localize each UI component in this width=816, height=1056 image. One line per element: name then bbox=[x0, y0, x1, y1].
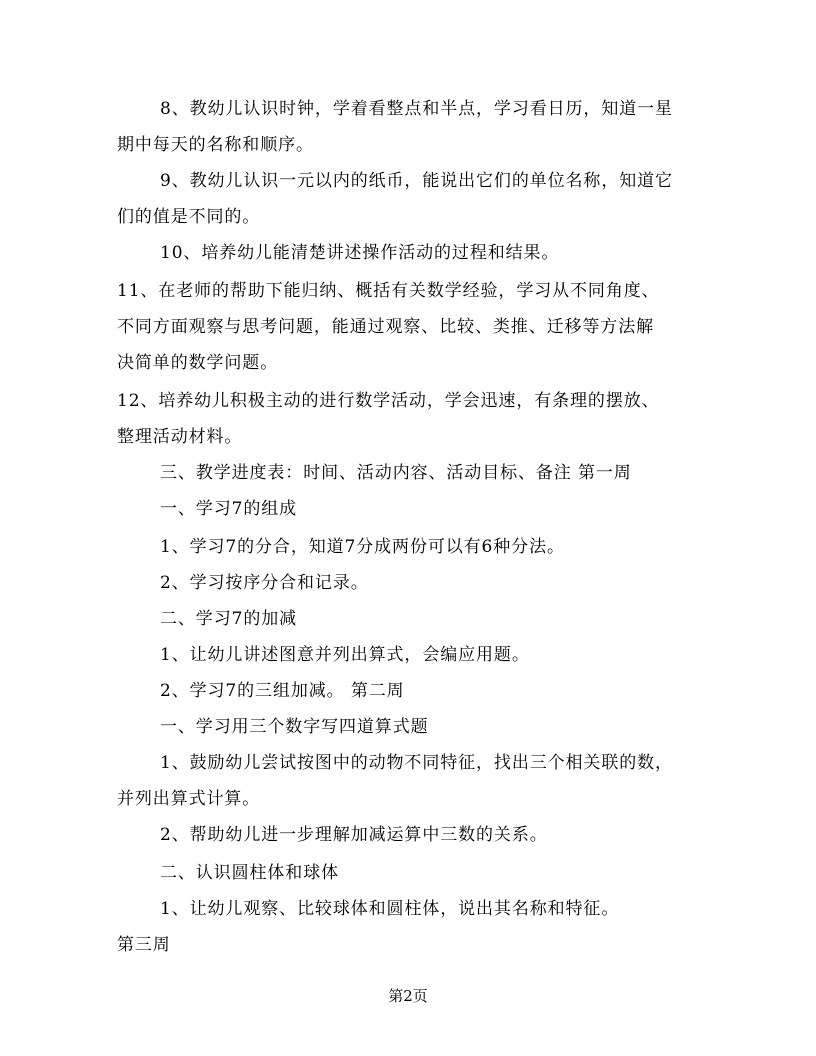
paragraph-item-10: 10、培养幼儿能清楚讲述操作活动的过程和结果。 bbox=[160, 243, 560, 263]
list-item: 2、学习7的三组加减。 第二周 bbox=[160, 681, 405, 701]
list-item: 1、让幼儿讲述图意并列出算式，会编应用题。 bbox=[160, 645, 530, 665]
list-item: 1、学习7的分合，知道7分成两份可以有6种分法。 bbox=[160, 537, 565, 557]
paragraph-item-12-line-2: 整理活动材料。 bbox=[117, 427, 243, 447]
paragraph-item-8-line-2: 期中每天的名称和顺序。 bbox=[117, 135, 314, 155]
topic-heading: 二、认识圆柱体和球体 bbox=[160, 863, 339, 883]
list-item: 1、让幼儿观察、比较球体和圆柱体，说出其名称和特征。 bbox=[160, 899, 620, 919]
list-item: 2、帮助幼儿进一步理解加减运算中三数的关系。 bbox=[160, 825, 548, 845]
topic-heading: 二、学习7的加减 bbox=[160, 609, 298, 629]
paragraph-item-11-line-3: 决简单的数学问题。 bbox=[117, 353, 279, 373]
paragraph-item-12-line-1: 12、培养幼儿积极主动的进行数学活动，学会迅速，有条理的摆放、 bbox=[117, 391, 660, 411]
paragraph-item-11-line-2: 不同方面观察与思考问题，能通过观察、比较、类推、迁移等方法解 bbox=[117, 317, 654, 337]
paragraph-item-9-line-2: 们的值是不同的。 bbox=[117, 207, 261, 227]
list-item: 1、鼓励幼儿尝试按图中的动物不同特征，找出三个相关联的数， bbox=[160, 753, 673, 773]
topic-heading: 一、学习7的组成 bbox=[160, 499, 298, 519]
topic-heading: 一、学习用三个数字写四道算式题 bbox=[160, 717, 429, 737]
paragraph-item-8-line-1: 8、教幼儿认识时钟，学着看整点和半点，学习看日历，知道一星 bbox=[160, 99, 673, 119]
paragraph-item-9-line-1: 9、教幼儿认识一元以内的纸币，能说出它们的单位名称，知道它 bbox=[160, 171, 673, 191]
list-item: 2、学习按序分合和记录。 bbox=[160, 573, 369, 593]
week-heading: 第三周 bbox=[117, 935, 171, 955]
page-number: 第2页 bbox=[388, 987, 428, 1005]
paragraph-item-11-line-1: 11、在老师的帮助下能归纳、概括有关数学经验，学习从不同角度、 bbox=[117, 281, 660, 301]
list-item-continuation: 并列出算式计算。 bbox=[117, 789, 261, 809]
section-heading-schedule: 三、教学进度表：时间、活动内容、活动目标、备注 第一周 bbox=[160, 463, 632, 483]
